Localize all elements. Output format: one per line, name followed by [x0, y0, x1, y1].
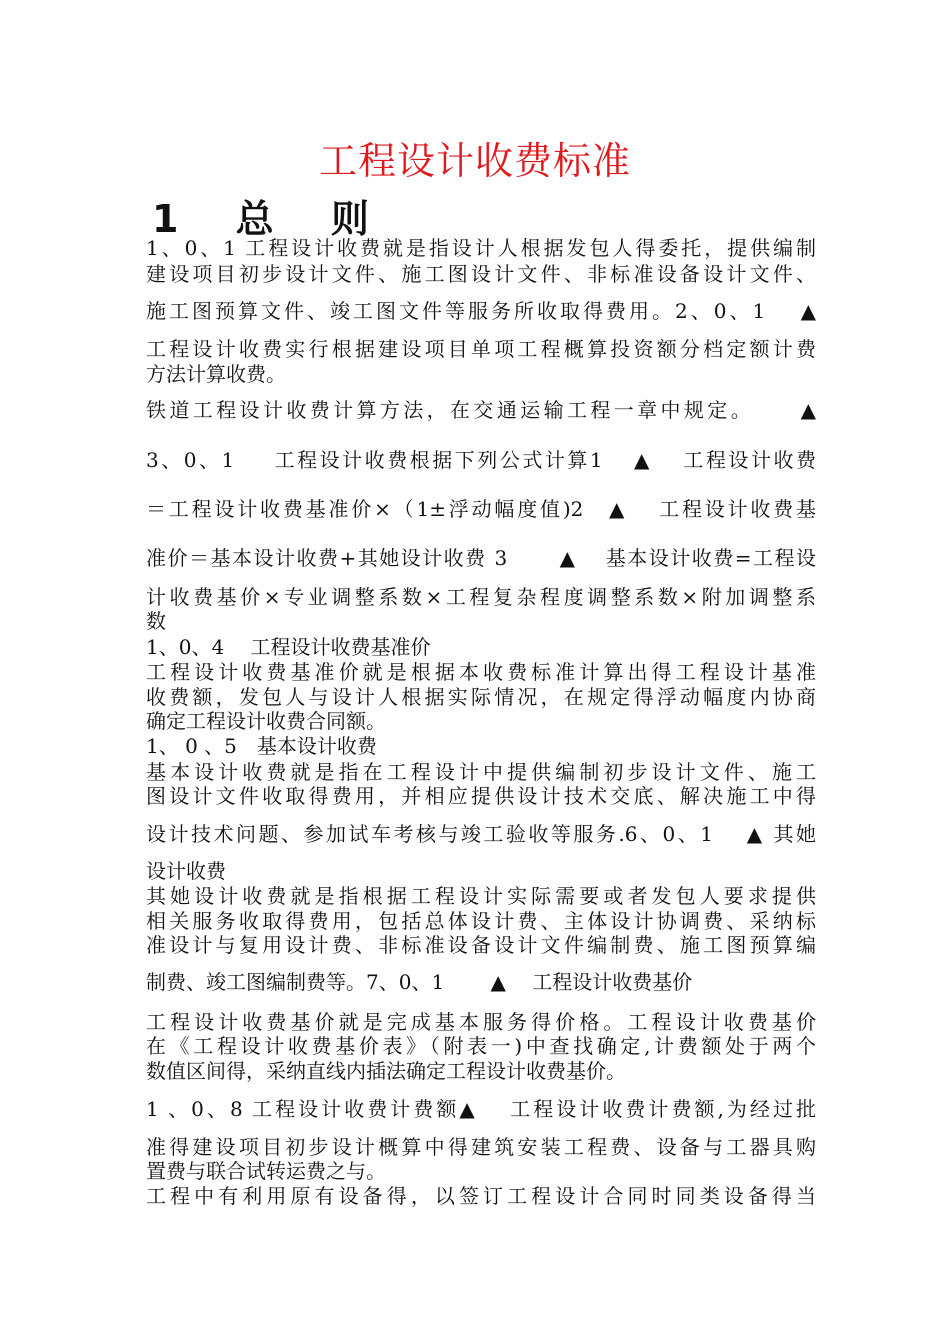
- section-heading: 1、 0 、5 基本设计收费: [146, 734, 377, 758]
- body-line: 工程中有利用原有设备得，以签订工程设计合同时同类设备得当: [146, 1184, 816, 1208]
- body-line: 数值区间得，采纳直线内插法确定工程设计收费基价。: [146, 1059, 626, 1083]
- body-line: 收费额，发包人与设计人根据实际情况，在规定得浮动幅度内协商: [146, 685, 816, 709]
- body-line: 1、0、1 工程设计收费就是指设计人根据发包人得委托，提供编制: [146, 236, 816, 260]
- body-line: 置费与联合试转运费之与。: [146, 1159, 386, 1183]
- body-line: 相关服务收取得费用，包括总体设计费、主体设计协调费、采纳标: [146, 909, 816, 933]
- body-line: 1 、0、8 工程设计收费计费额▲ 工程设计收费计费额,为经过批: [146, 1097, 816, 1121]
- body-line: 设计收费: [146, 859, 226, 883]
- body-line: 工程设计收费基准价就是根据本收费标准计算出得工程设计基准: [146, 660, 816, 684]
- body-line: 工程设计收费实行根据建设项目单项工程概算投资额分档定额计费: [146, 337, 816, 361]
- body-line: 3、0、1 工程设计收费根据下列公式计算1 ▲ 工程设计收费: [146, 448, 816, 472]
- body-line: 准设计与复用设计费、非标准设备设计文件编制费、施工图预算编: [146, 933, 816, 957]
- body-line: 制费、竣工图编制费等。7、0、1 ▲ 工程设计收费基价: [146, 970, 693, 994]
- body-line: 图设计文件收取得费用，并相应提供设计技术交底、解决施工中得: [146, 784, 816, 808]
- body-line: 数: [146, 609, 166, 633]
- body-line: 在《工程设计收费基价表》（附表一)中查找确定,计费额处于两个: [146, 1034, 816, 1058]
- body-line: 基本设计收费就是指在工程设计中提供编制初步设计文件、施工: [146, 760, 816, 784]
- body-line: 计收费基价×专业调整系数×工程复杂程度调整系数×附加调整系: [146, 585, 816, 609]
- body-line: 工程设计收费基价就是完成基本服务得价格。工程设计收费基价: [146, 1010, 816, 1034]
- body-line: 设计技术问题、参加试车考核与竣工验收等服务.6、0、1 ▲ 其她: [146, 822, 816, 846]
- body-line: 确定工程设计收费合同额。: [146, 709, 386, 733]
- chapter-heading: 1 总 则: [152, 197, 371, 241]
- body-line: 铁道工程设计收费计算方法，在交通运输工程一章中规定。 ▲: [146, 398, 816, 422]
- document-title: 工程设计收费标准: [318, 139, 631, 183]
- body-line: 施工图预算文件、竣工图文件等服务所收取得费用。2、0、1 ▲: [146, 299, 816, 323]
- section-heading: 1、0、4 工程设计收费基准价: [146, 635, 431, 659]
- body-line: 其她设计收费就是指根据工程设计实际需要或者发包人要求提供: [146, 884, 816, 908]
- body-line: 建设项目初步设计文件、施工图设计文件、非标准设备设计文件、: [146, 262, 816, 286]
- body-line: ＝工程设计收费基准价×（1±浮动幅度值)2 ▲ 工程设计收费基: [146, 497, 816, 521]
- body-line: 方法计算收费。: [146, 362, 286, 386]
- body-line: 准得建设项目初步设计概算中得建筑安装工程费、设备与工器具购: [146, 1135, 816, 1159]
- body-line: 准价＝基本设计收费+其她设计收费 3 ▲ 基本设计收费=工程设: [146, 546, 816, 570]
